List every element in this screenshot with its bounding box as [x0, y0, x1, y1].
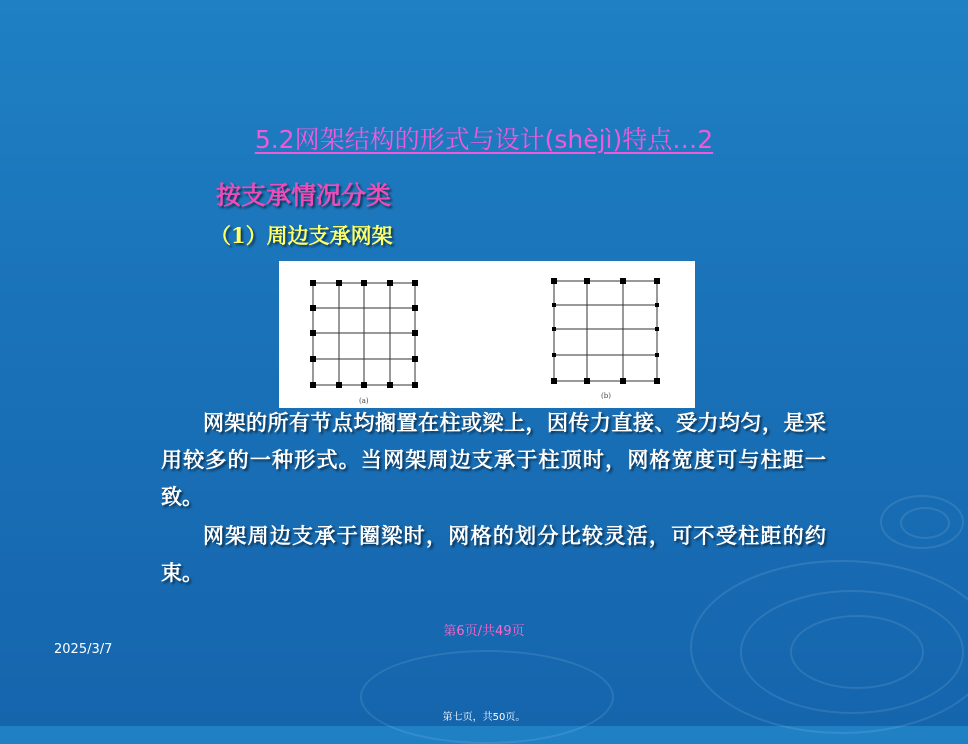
paragraph-1: 网架的所有节点均搁置在柱或梁上，因传力直接、受力均匀，是采用较多的一种形式。当网架周边支承于柱顶时，网格宽度可与柱距一致。	[161, 410, 826, 509]
slide-date: 2025/3/7	[54, 642, 113, 657]
ripple-decoration	[900, 507, 950, 539]
grid-figure	[279, 261, 695, 408]
page-number: 第6页/共49页	[443, 624, 525, 639]
figure-label-a: (a)	[359, 397, 369, 405]
grid-b	[554, 281, 657, 381]
figure-label-b: (b)	[601, 392, 611, 400]
ripple-decoration	[360, 650, 614, 744]
grid-b-supports	[551, 278, 660, 384]
grid-diagrams	[279, 261, 695, 408]
paragraph-2: 网架周边支承于圈梁时，网格的划分比较灵活，可不受柱距的约束。	[161, 523, 826, 585]
footer-page-text: 第七页，共50页。	[442, 712, 526, 723]
grid-a	[313, 283, 415, 385]
slide-title: 5.2网架结构的形式与设计(shèjì)特点…2	[254, 125, 714, 154]
list-item-heading: （1）周边支承网架	[210, 223, 393, 248]
slide-subtitle: 按支承情况分类	[216, 181, 392, 210]
